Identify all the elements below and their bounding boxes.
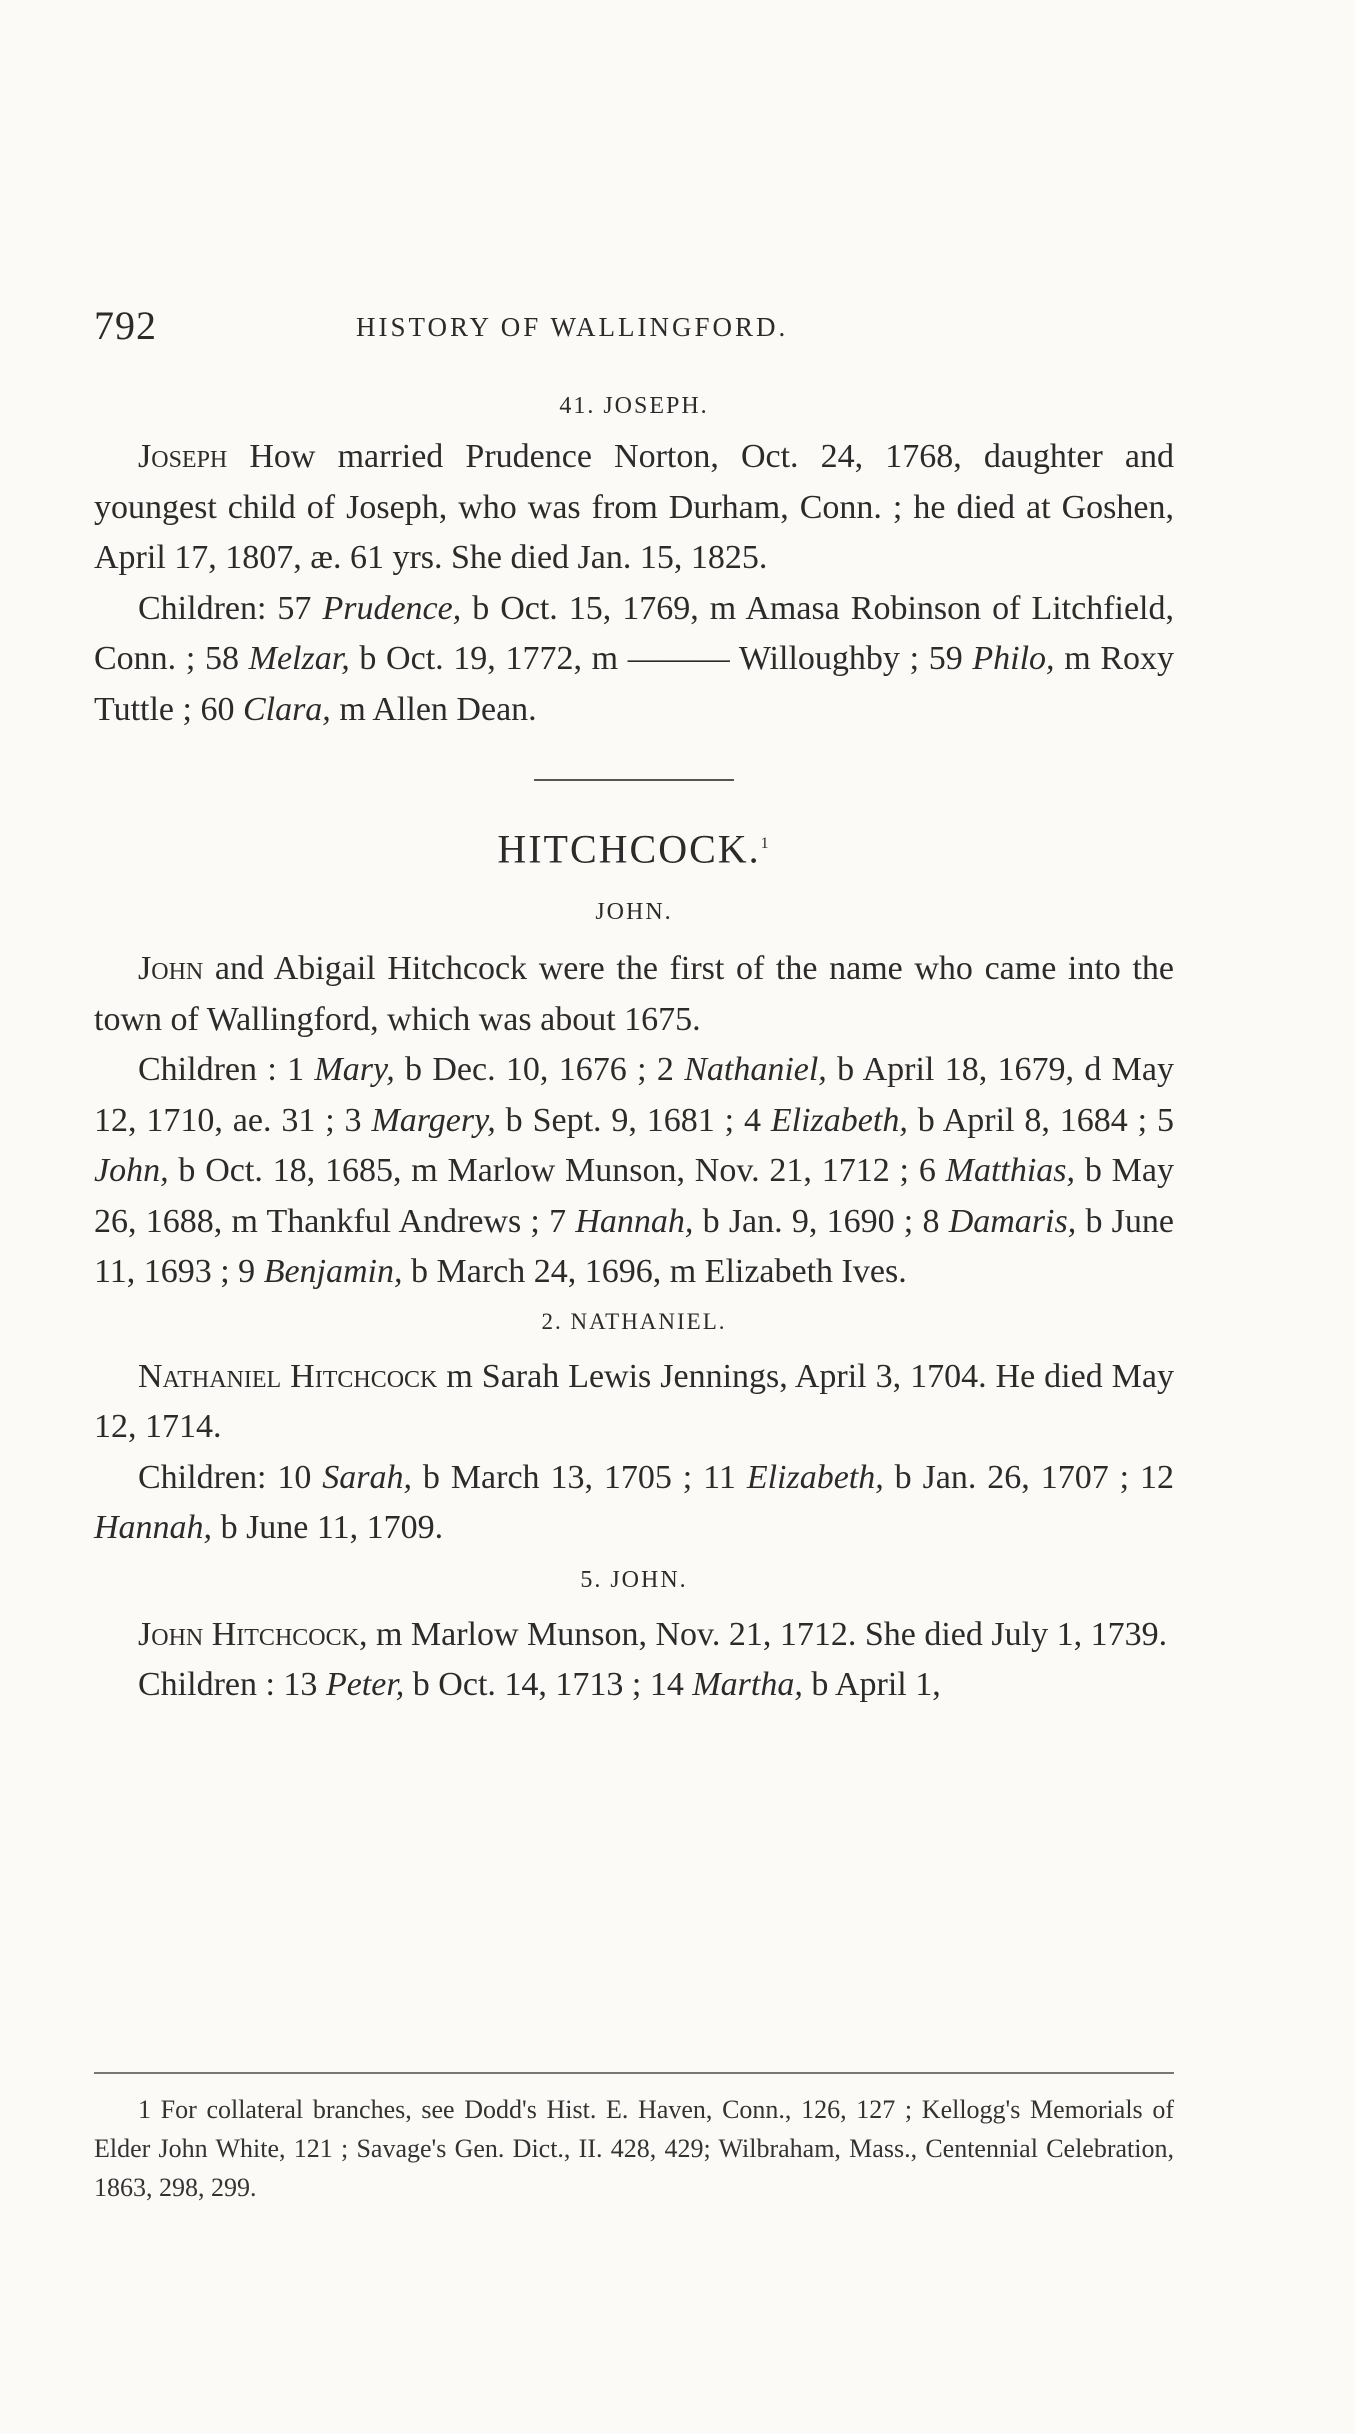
text-run: Children: 57 (138, 589, 323, 627)
footnote-text: For collateral branches, see Dodd's Hist. E. Haven, Conn., 126, 127 ; Kellogg's Memorials of Elder John White, 121 ; Savage's Gen. Dict., II. 428, 429; Wilbraham, Mass., Centennial Celebration, 1863, 298, 299. (94, 2095, 1174, 2202)
child-name: Margery, (371, 1101, 496, 1139)
footnote-number: 1 (138, 2095, 151, 2124)
text-run: Children: 10 (138, 1458, 323, 1496)
child-name: Melzar, (248, 640, 350, 677)
footnote (94, 2090, 1174, 2207)
section-heading-john: JOHN. (595, 899, 673, 926)
child-name: Benjamin, (263, 1253, 403, 1291)
child-name: Matthias, (945, 1152, 1076, 1190)
child-name: Elizabeth, (746, 1458, 884, 1496)
body-text (94, 386, 1174, 1711)
book-page (94, 0, 1174, 2434)
child-name: Hannah, (94, 1509, 213, 1547)
text-run: m Allen Dean. (330, 690, 537, 728)
section-divider (534, 779, 734, 781)
child-name: Philo, (972, 640, 1055, 677)
text-run: b Dec. 10, 1676 ; 2 (394, 1051, 685, 1089)
text-run: b June 11, 1709. (212, 1509, 444, 1547)
text-run: b Jan. 26, 1707 ; 12 (883, 1458, 1174, 1496)
running-head (94, 302, 1174, 362)
text-run: b Oct. 19, 1772, m ——— Willoughby ; 59 (349, 640, 973, 677)
section-heading-john-5: 5. JOHN. (580, 1566, 688, 1593)
text-run: b Jan. 9, 1690 ; 8 (693, 1202, 949, 1240)
child-name: Hannah, (575, 1202, 694, 1240)
paragraph-nathaniel-children (94, 1453, 1174, 1554)
text-run: b Oct. 15, 1769, m Amasa Robinson of Litchfield, Conn. ; 58 (94, 589, 1175, 677)
text-run: m Roxy Tuttle ; 60 (94, 640, 1174, 728)
paragraph-joseph-marriage (94, 432, 1174, 584)
text-run: b March 24, 1696, m Elizabeth Ives. (402, 1253, 907, 1291)
child-name: Prudence, (322, 589, 462, 627)
footnote-marker: 1 (760, 835, 771, 852)
child-name: Clara, (242, 690, 331, 728)
paragraph-john-children (94, 1045, 1174, 1298)
text-run: Children : 13 (138, 1666, 326, 1704)
paragraph-john5-children (94, 1660, 1174, 1711)
text-run: b May 26, 1688, m Thankful Andrews ; 7 (94, 1152, 1175, 1240)
name-smallcaps: Nathaniel Hitchcock (138, 1357, 438, 1395)
footnote-rule (94, 2072, 1174, 2074)
text-run: b Sept. 9, 1681 ; 4 (495, 1101, 771, 1139)
family-title-text: HITCHCOCK. (497, 826, 761, 872)
name-smallcaps: John Hitchcock, (138, 1615, 368, 1653)
section-heading-joseph: 41. JOSEPH. (559, 393, 709, 419)
text-run: b April 1, (802, 1666, 941, 1704)
child-name: John, (94, 1152, 169, 1190)
text-run: b April 8, 1684 ; 5 (907, 1101, 1174, 1139)
child-name: Peter, (325, 1666, 405, 1704)
text-run: b April 18, 1679, d May 12, 1710, ae. 31 ; 3 (94, 1051, 1175, 1139)
page-number: 792 (94, 303, 157, 348)
paragraph-text: and Abigail Hitchcock were the first of the name who came into the town of Wallingford, which was about 1675. (94, 950, 1174, 1038)
name-smallcaps: Joseph (138, 438, 228, 475)
child-name: Sarah, (322, 1458, 412, 1496)
paragraph-john-settlement (94, 944, 1174, 1045)
child-name: Nathaniel, (684, 1051, 827, 1089)
section-heading-nathaniel: 2. NATHANIEL. (541, 1308, 727, 1334)
child-name: Elizabeth, (770, 1101, 908, 1139)
text-run: b March 13, 1705 ; 11 (412, 1458, 747, 1496)
text-run: b Oct. 18, 1685, m Marlow Munson, Nov. 21, 1712 ; 6 (168, 1152, 946, 1190)
text-run: b June 11, 1693 ; 9 (94, 1202, 1174, 1291)
paragraph-john5-marriage (94, 1610, 1174, 1661)
book-title: HISTORY OF WALLINGFORD. (356, 312, 789, 342)
child-name: Damaris, (948, 1202, 1077, 1240)
text-run: Children : 1 (138, 1051, 315, 1089)
name-smallcaps: John (138, 950, 204, 988)
paragraph-joseph-children (94, 584, 1174, 736)
family-title (94, 819, 1174, 874)
paragraph-text: How married Prudence Norton, Oct. 24, 1768, daughter and youngest child of Joseph, who was from Durham, Conn. ; he died at Goshen, April 17, 1807, æ. 61 yrs. She died Jan. 15, 1825. (94, 438, 1174, 576)
paragraph-text: m Marlow Munson, Nov. 21, 1712. She died July 1, 1739. (367, 1615, 1168, 1653)
paragraph-text: m Sarah Lewis Jennings, April 3, 1704. He died May 12, 1714. (94, 1357, 1174, 1446)
child-name: Mary, (314, 1051, 395, 1089)
text-run: b Oct. 14, 1713 ; 14 (404, 1666, 693, 1704)
paragraph-nathaniel-marriage (94, 1352, 1174, 1453)
child-name: Martha, (692, 1666, 803, 1704)
